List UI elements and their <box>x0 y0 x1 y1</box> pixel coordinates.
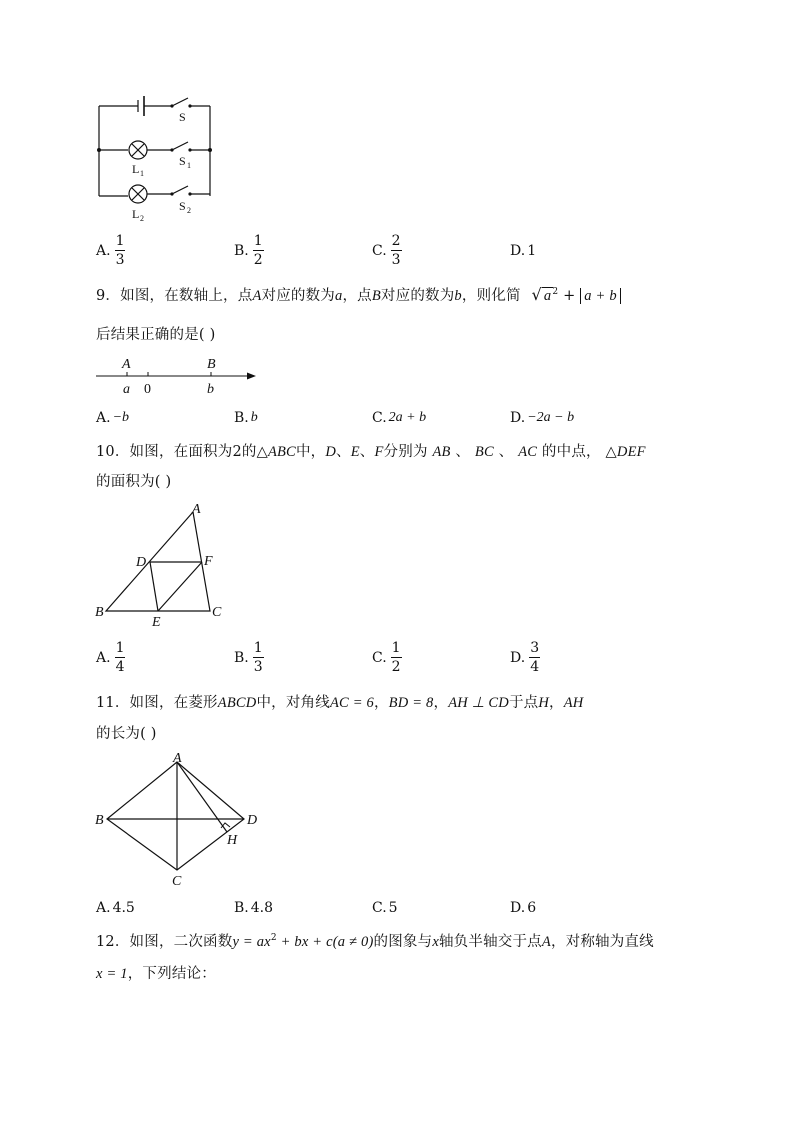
q9-option-d[interactable]: D. −2a − b <box>510 410 575 426</box>
q8-option-d[interactable]: D. 1 <box>510 243 537 259</box>
q11-option-c[interactable]: C. 5 <box>372 900 398 916</box>
tick-zero-label: 0 <box>144 382 151 397</box>
q9-stem-line1: 9．如图，在数轴上，点A对应的数为a，点B对应的数为b，则化简 √ $a^2 + a + b$ <box>96 284 621 305</box>
q10-stem-line2: 的面积为( ) <box>96 474 172 490</box>
lamp-l2-label: L <box>132 207 140 221</box>
tick-a-label: a <box>123 382 130 397</box>
q8-option-b[interactable]: B. $\frac{1}{2}$ <box>234 233 263 268</box>
lamp-l1-sub: 1 <box>140 169 144 178</box>
q11-option-b[interactable]: B. 4.8 <box>234 900 274 916</box>
fraction: $\frac{2}{3}$ <box>391 233 401 268</box>
switch-s2-sub: 2 <box>187 206 191 215</box>
switch-s2-label: S <box>179 199 186 213</box>
triangle-figure <box>92 498 232 632</box>
q9-option-c[interactable]: C. 2a + b <box>372 410 427 426</box>
q8-option-c[interactable]: C. $\frac{2}{3}$ <box>372 233 401 268</box>
q10-option-c[interactable]: C. $\frac{1}{2}$ <box>372 640 401 675</box>
q12-stem-line1: 12．如图，二次函数$y = ax^2$ + bx + c(a ≠ 0)的图象与x轴负半轴交于点A，对称轴为直线 <box>96 933 654 950</box>
point-h: H <box>227 833 238 848</box>
vertex-c: C <box>172 874 182 889</box>
q11-stem-line1: 11．如图，在菱形ABCD中，对角线AC = 6，BD = 8，AH ⊥ CD于点H，AH <box>96 695 584 711</box>
switch-s-label: S <box>179 110 186 124</box>
q11-option-d[interactable]: D. 6 <box>510 900 537 916</box>
q11-stem-line2: 的长为( ) <box>96 726 157 742</box>
fraction: $\frac{1}{3}$ <box>253 640 263 675</box>
vertex-f: F <box>204 554 213 569</box>
rhombus-figure <box>92 750 272 890</box>
fraction: $\frac{1}{4}$ <box>115 640 125 675</box>
switch-s1-label: S <box>179 154 186 168</box>
lamp-l2-sub: 2 <box>140 214 144 223</box>
vertex-d: D <box>136 555 147 570</box>
vertex-b: B <box>95 605 104 620</box>
switch-s1-sub: 1 <box>187 161 191 170</box>
point-a-label: A <box>122 357 131 372</box>
q10-option-a[interactable]: A. $\frac{1}{4}$ <box>96 640 125 675</box>
number-line <box>92 352 262 398</box>
q11-option-a[interactable]: A. 4.5 <box>96 900 135 916</box>
point-b-label: B <box>207 357 216 372</box>
fraction: $\frac{1}{2}$ <box>253 233 263 268</box>
vertex-e: E <box>152 615 161 630</box>
abs-expression: a + b <box>580 288 621 304</box>
vertex-a: A <box>173 751 182 766</box>
q9-stem-line2: 后结果正确的是( ) <box>96 327 216 343</box>
fraction: $\frac{1}{2}$ <box>391 640 401 675</box>
q8-option-a[interactable]: A. $\frac{1}{3}$ <box>96 233 125 268</box>
q10-option-b[interactable]: B. $\frac{1}{3}$ <box>234 640 263 675</box>
fraction: $\frac{3}{4}$ <box>530 640 540 675</box>
fraction: $\frac{1}{3}$ <box>115 233 125 268</box>
lamp-l1-label: L <box>132 162 140 176</box>
vertex-b: B <box>95 813 104 828</box>
vertex-d: D <box>247 813 258 828</box>
q10-option-d[interactable]: D. $\frac{3}{4}$ <box>510 640 540 675</box>
circuit-diagram <box>92 94 222 224</box>
q9-option-a[interactable]: A. −b <box>96 410 130 426</box>
vertex-c: C <box>212 605 222 620</box>
q10-stem-line1: 10．如图，在面积为2的△ABC中，D、E、F分别为 AB 、 BC 、 AC 的中点， △DEF <box>96 444 646 460</box>
q9-option-b[interactable]: B. b <box>234 410 258 426</box>
tick-b-label: b <box>207 382 214 397</box>
vertex-a: A <box>192 502 201 517</box>
sqrt-expression: √ $a^2$ <box>531 285 559 304</box>
q12-stem-line2: x = 1，下列结论： <box>96 966 216 982</box>
